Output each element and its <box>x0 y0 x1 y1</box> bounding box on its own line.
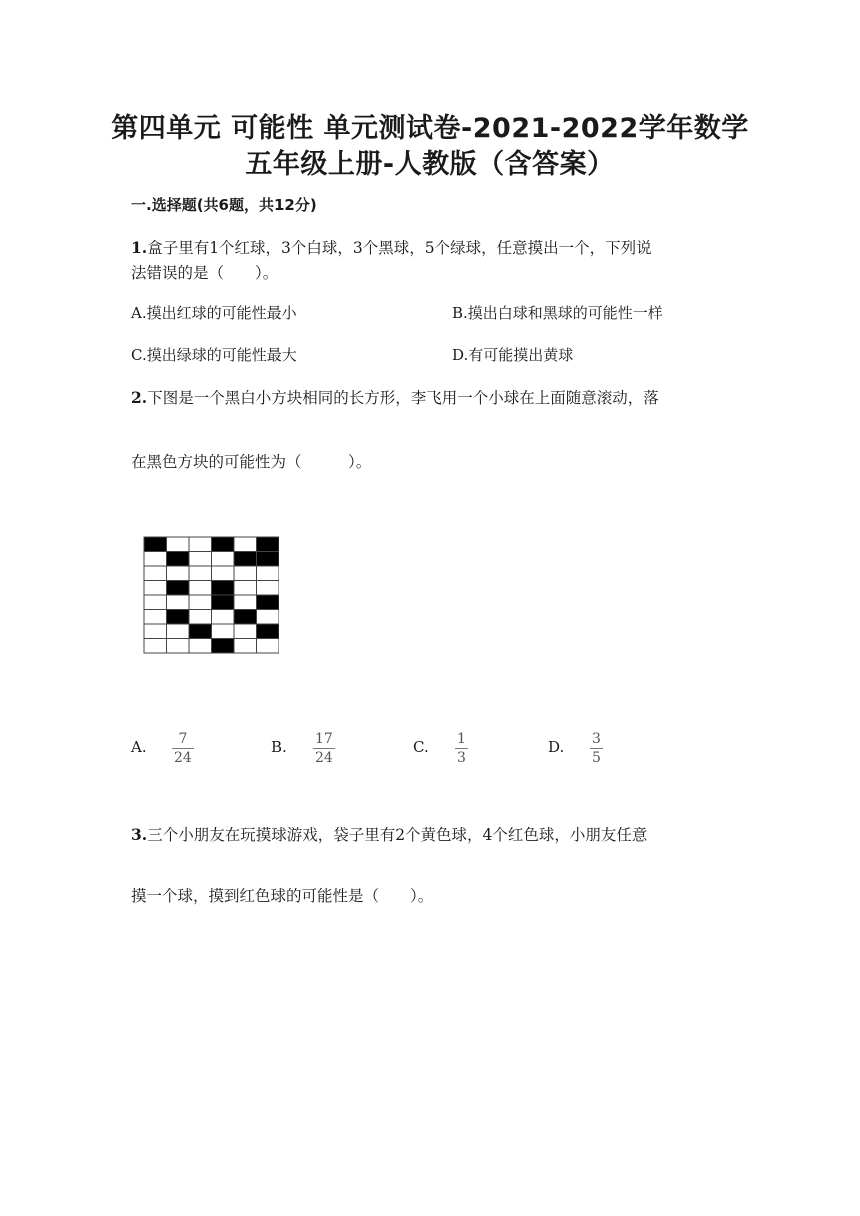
grid-cell-black <box>167 581 190 596</box>
grid-cell-black <box>234 610 257 625</box>
grid-cell-white <box>144 639 167 654</box>
question-1-option-b: B.摸出白球和黑球的可能性一样 <box>452 304 663 322</box>
grid-cell-white <box>189 610 212 625</box>
grid-cell-white <box>234 581 257 596</box>
fraction-denominator: 24 <box>315 750 333 766</box>
question-1-option-a: A.摸出红球的可能性最小 <box>131 304 297 322</box>
fraction-bar <box>313 748 335 749</box>
question-3-line-2: 摸一个球，摸到红色球的可能性是（ ）。 <box>131 887 434 905</box>
fraction-bar <box>455 748 468 749</box>
question-1-number: 1. <box>131 238 148 257</box>
grid-cell-white <box>144 624 167 639</box>
grid-cell-black <box>234 552 257 567</box>
grid-cell-white <box>167 537 190 552</box>
grid-cell-black <box>212 537 235 552</box>
question-2-line-1 <box>131 386 659 408</box>
grid-cell-black <box>257 624 280 639</box>
question-1-option-d: D.有可能摸出黄球 <box>452 346 574 364</box>
grid-cell-white <box>257 581 280 596</box>
grid-cell-white <box>167 639 190 654</box>
question-3-text-1: 三个小朋友在玩摸球游戏，袋子里有2个黄色球，4个红色球，小朋友任意 <box>147 826 648 844</box>
question-3-number: 3. <box>131 825 148 844</box>
grid-cell-white <box>144 595 167 610</box>
grid-cell-white <box>212 624 235 639</box>
question-2-option-c-fraction <box>455 731 468 766</box>
grid-cell-white <box>144 552 167 567</box>
grid-cell-white <box>189 595 212 610</box>
question-2-option-c-letter: C. <box>413 738 429 756</box>
grid-cell-black <box>257 552 280 567</box>
grid-cell-white <box>234 595 257 610</box>
question-2-option-a-fraction <box>172 731 194 766</box>
grid-cell-black <box>212 639 235 654</box>
grid-cell-white <box>144 581 167 596</box>
grid-cell-white <box>144 610 167 625</box>
grid-cell-white <box>167 566 190 581</box>
question-2-option-b-letter: B. <box>271 738 287 756</box>
grid-cell-white <box>212 552 235 567</box>
fraction-numerator: 17 <box>315 731 333 747</box>
question-2-option-d-fraction <box>590 731 603 766</box>
grid-cell-black <box>144 537 167 552</box>
grid-cell-black <box>167 610 190 625</box>
fraction-numerator: 7 <box>178 731 188 747</box>
question-2-number: 2. <box>131 388 148 407</box>
grid-cell-white <box>257 566 280 581</box>
grid-cell-white <box>234 639 257 654</box>
grid-cell-white <box>189 639 212 654</box>
question-2-option-b-fraction <box>313 731 335 766</box>
grid-cell-black <box>212 581 235 596</box>
grid-cell-white <box>167 624 190 639</box>
grid-cell-white <box>257 639 280 654</box>
grid-cell-white <box>234 566 257 581</box>
question-2-text-1: 下图是一个黑白小方块相同的长方形，李飞用一个小球在上面随意滚动，落 <box>147 389 659 407</box>
fraction-denominator: 3 <box>457 750 466 766</box>
question-1-text-1: 盒子里有1个红球，3个白球，3个黑球，5个绿球，任意摸出一个，下列说 <box>147 239 652 257</box>
question-2-option-a-letter: A. <box>131 738 147 756</box>
fraction-denominator: 5 <box>592 750 601 766</box>
fraction-numerator: 1 <box>457 731 466 747</box>
grid-cell-white <box>212 566 235 581</box>
black-white-grid-figure <box>143 536 279 658</box>
grid-cell-white <box>167 595 190 610</box>
question-3-line-1 <box>131 823 647 845</box>
question-2-line-2: 在黑色方块的可能性为（ ）。 <box>131 453 372 471</box>
fraction-bar <box>590 748 603 749</box>
question-1-option-c: C.摸出绿球的可能性最大 <box>131 346 297 364</box>
fraction-numerator: 3 <box>592 731 601 747</box>
grid-cell-white <box>189 581 212 596</box>
grid-cell-white <box>189 566 212 581</box>
fraction-denominator: 24 <box>174 750 192 766</box>
grid-cell-white <box>189 537 212 552</box>
grid-cell-black <box>167 552 190 567</box>
question-1-line-2: 法错误的是（ ）。 <box>131 264 279 282</box>
grid-cell-black <box>189 624 212 639</box>
section-heading: 一.选择题(共6题，共12分) <box>131 196 317 214</box>
grid-cell-white <box>212 610 235 625</box>
question-2-option-d-letter: D. <box>548 738 565 756</box>
grid-cell-black <box>257 595 280 610</box>
document-title-line-2: 五年级上册-人教版（含答案） <box>245 149 615 180</box>
grid-cell-white <box>257 610 280 625</box>
document-title-line-1: 第四单元 可能性 单元测试卷-2021-2022学年数学 <box>111 113 749 144</box>
grid-cell-white <box>234 537 257 552</box>
grid-cell-white <box>144 566 167 581</box>
grid-cell-white <box>234 624 257 639</box>
grid-cell-black <box>212 595 235 610</box>
grid-cell-white <box>189 552 212 567</box>
fraction-bar <box>172 748 194 749</box>
grid-cell-black <box>257 537 280 552</box>
question-1-line-1 <box>131 236 652 258</box>
